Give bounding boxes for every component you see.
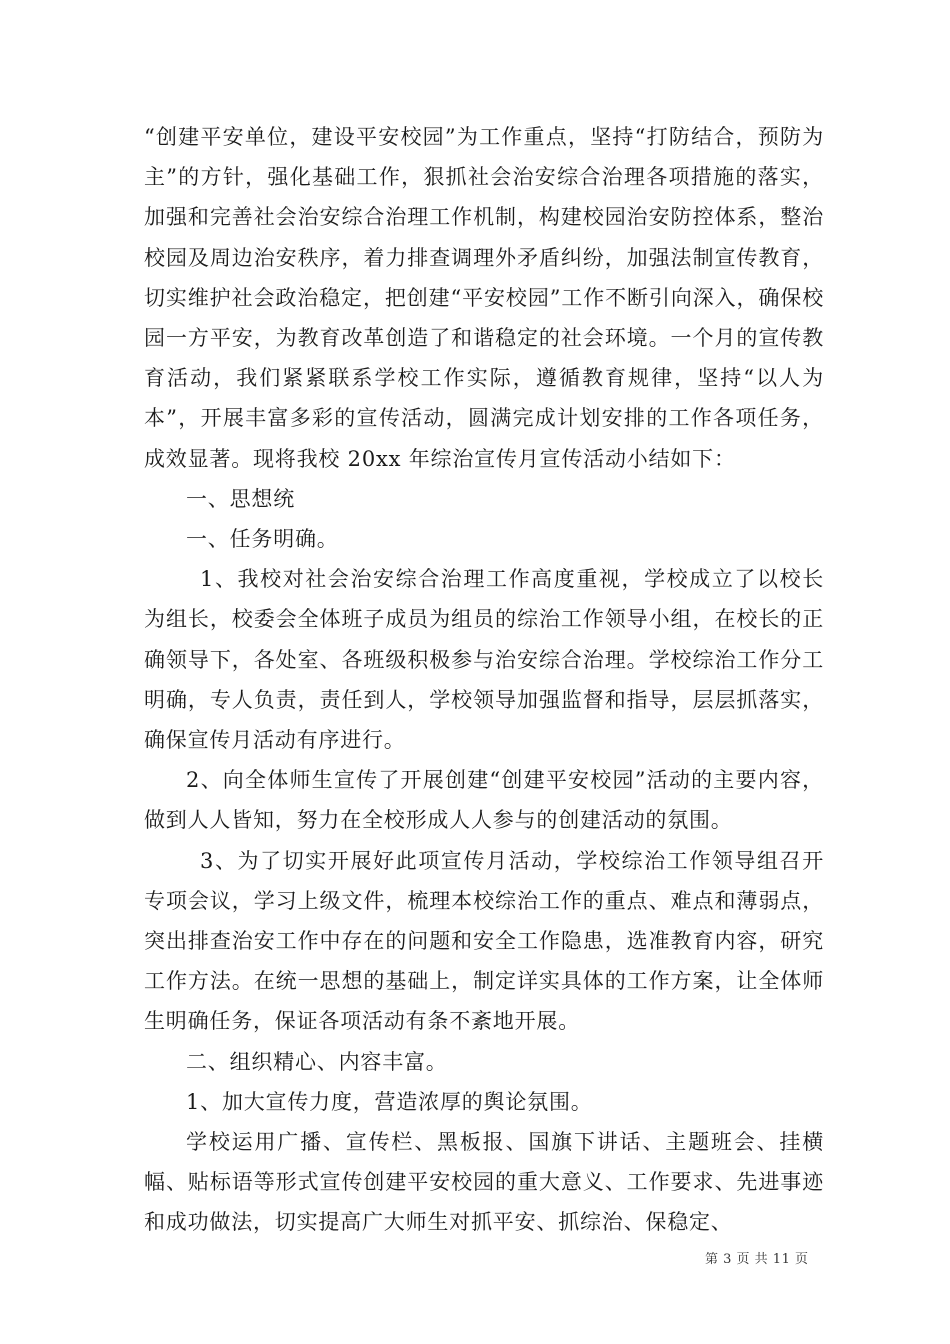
subheading-publicity: 1、加大宣传力度，营造浓厚的舆论氛围。 <box>186 1089 593 1114</box>
page-number-footer: 第 3 页 共 11 页 <box>705 1252 809 1267</box>
document-body <box>144 117 824 1243</box>
paragraph-item-1: 1、我校对社会治安综合治理工作高度重视，学校成立了以校长为组长，校委会全体班子成员为组员的综治工作领导小组，在校长的正确领导下，各处室、各班级积极参与治安综合治理。学校综治工作分工明确，专人负责，责任到人，学校领导加强监督和指导，层层抓落实，确保宣传月活动有序进行。 <box>144 567 824 753</box>
heading-thought-unity: 一、思想统 <box>186 486 295 511</box>
paragraph-intro: “创建平安单位，建设平安校园”为工作重点，坚持“打防结合，预防为主”的方针，强化基础工作，狠抓社会治安综合治理各项措施的落实，加强和完善社会治安综合治理工作机制，构建校园治安防控体系，整治校园及周边治安秩序，着力排查调理外矛盾纠纷，加强法制宣传教育，切实维护社会政治稳定，把创建“平安校园”工作不断引向深入，确保校园一方平安，为教育改革创造了和谐稳定的社会环境。一个月的宣传教育活动，我们紧紧联系学校工作实际，遵循教育规律，坚持“以人为本”，开展丰富多彩的宣传活动，圆满完成计划安排的工作各项任务，成效显著。现将我校 20xx 年综治宣传月宣传活动小结如下： <box>144 125 824 471</box>
paragraph-publicity: 学校运用广播、宣传栏、黑板报、国旗下讲话、主题班会、挂横幅、贴标语等形式宣传创建平安校园的重大意义、工作要求、先进事迹和成功做法，切实提高广大师生对抓平安、抓综治、保稳定、 <box>144 1130 824 1235</box>
heading-organization: 二、组织精心、内容丰富。 <box>186 1049 448 1074</box>
paragraph-item-2: 2、向全体师生宣传了开展创建“创建平安校园”活动的主要内容，做到人人皆知，努力在全校形成人人参与的创建活动的氛围。 <box>144 768 824 833</box>
paragraph-item-3: 3、为了切实开展好此项宣传月活动，学校综治工作领导组召开专项会议，学习上级文件，梳理本校综治工作的重点、难点和薄弱点，突出排查治安工作中存在的问题和安全工作隐患，选准教育内容，研究工作方法。在统一思想的基础上，制定详实具体的工作方案，让全体师生明确任务，保证各项活动有条不紊地开展。 <box>144 848 824 1034</box>
heading-task-clear: 一、任务明确。 <box>186 527 339 552</box>
